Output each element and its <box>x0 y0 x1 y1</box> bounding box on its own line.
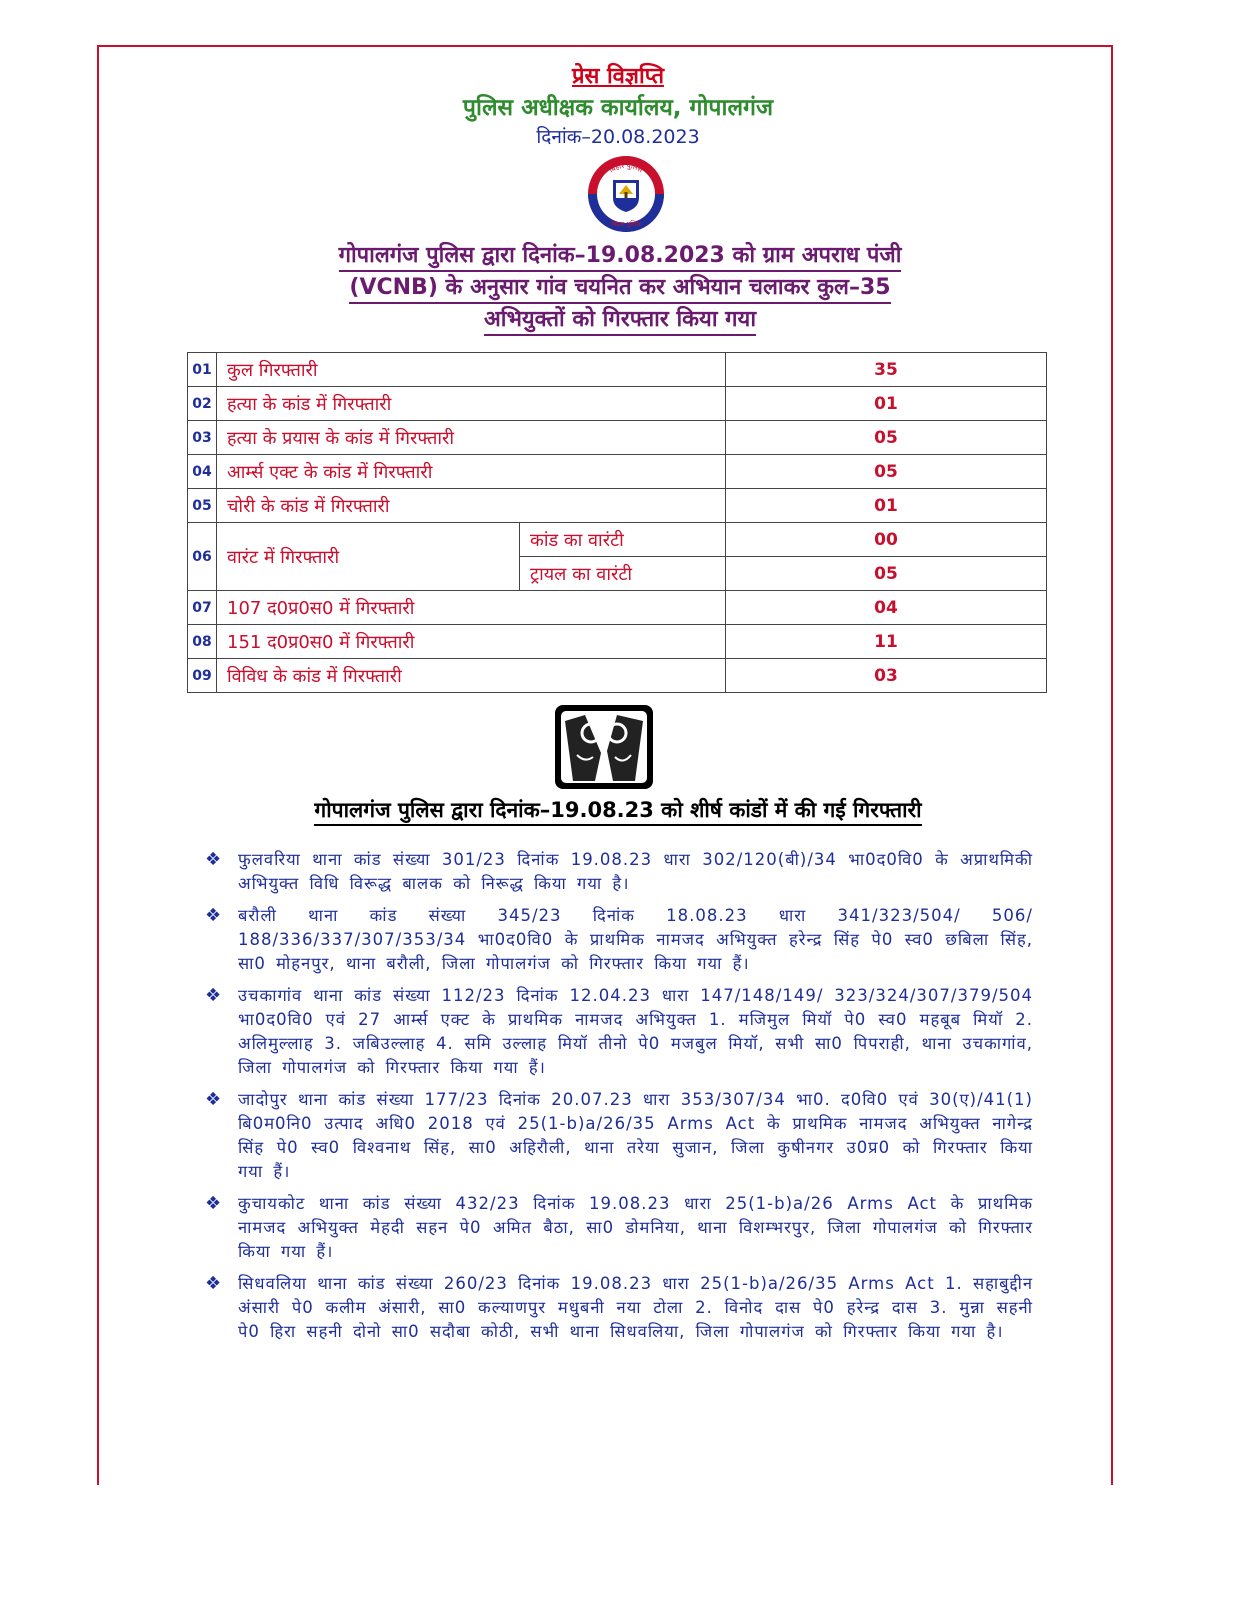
warrant-sub-value: 00 <box>726 523 1047 557</box>
arrest-summary-table <box>187 352 1047 693</box>
row-label: 107 द0प्र0स0 में गिरफ्तारी <box>217 591 726 625</box>
list-item-text: जादोपुर थाना कांड संख्या 177/23 दिनांक 20.07.23 धारा 353/307/34 भा0. द0वि0 एवं 30(ए)/41(1) बि0म0नि0 उत्पाद अधि0 2018 एवं 25(1-b)a/26/35 Arms Act के प्राथमिक नामजद अभियुक्त नागेन्द्र सिंह पे0 स्व0 विश्वनाथ सिंह, सा0 अहिरौली, थाना तरेया सुजान, जिला कुषीनगर उ0प्र0 को गिरफ्तार किया गया हैं। <box>238 1090 1033 1181</box>
headline <box>240 240 1000 336</box>
row-value: 05 <box>726 421 1047 455</box>
list-item <box>205 904 1033 976</box>
table-row <box>188 659 1047 693</box>
list-item-text: सिधवलिया थाना कांड संख्या 260/23 दिनांक 19.08.23 धारा 25(1-b)a/26/35 Arms Act 1. सहाबुद्दीन अंसारी पे0 कलीम अंसारी, सा0 कल्याणपुर मधुबनी नया टोला 2. विनोद दास पे0 हरेन्द्र दास 3. मुन्ना सहनी पे0 हिरा सहनी दोनो सा0 सदौबा कोठी, सभी थाना सिधवलिया, जिला गोपालगंज को गिरफ्तार किया गया है। <box>238 1274 1033 1341</box>
handcuffs-icon <box>555 705 653 789</box>
headline-line-1: गोपालगंज पुलिस द्वारा दिनांक–19.08.2023 को ग्राम अपराध पंजी <box>339 242 902 272</box>
row-value: 01 <box>726 387 1047 421</box>
row-label: कुल गिरफ्तारी <box>217 353 726 387</box>
row-value: 11 <box>726 625 1047 659</box>
diamond-bullet-icon: ❖ <box>205 985 223 1006</box>
row-label: आर्म्स एक्ट के कांड में गिरफ्तारी <box>217 455 726 489</box>
diamond-bullet-icon: ❖ <box>205 1273 223 1294</box>
table-row <box>188 625 1047 659</box>
list-item <box>205 1272 1033 1344</box>
headline-line-3: अभियुक्तों को गिरफ्तार किया गया <box>484 306 756 336</box>
row-number: 03 <box>188 421 217 455</box>
table-row-warrant <box>188 523 1047 557</box>
row-number: 07 <box>188 591 217 625</box>
emblem-top-text: बिहार पुलिस <box>608 161 644 175</box>
diamond-bullet-icon: ❖ <box>205 1089 223 1110</box>
warrant-sub-label: ट्रायल का वारंटी <box>520 557 726 591</box>
row-number: 09 <box>188 659 217 693</box>
warrant-sub-value: 05 <box>726 557 1047 591</box>
table-row <box>188 489 1047 523</box>
row-number: 05 <box>188 489 217 523</box>
press-release-title: प्रेस विज्ञप्ति <box>571 64 665 89</box>
row-label: हत्या के प्रयास के कांड में गिरफ्तारी <box>217 421 726 455</box>
row-value: 05 <box>726 455 1047 489</box>
row-number: 04 <box>188 455 217 489</box>
list-item-text: फुलवरिया थाना कांड संख्या 301/23 दिनांक 19.08.23 धारा 302/120(बी)/34 भा0द0वि0 के अप्राथमिकी अभियुक्त विधि विरूद्ध बालक को निरूद्ध किया गया है। <box>238 850 1033 893</box>
table-row <box>188 591 1047 625</box>
list-item-text: कुचायकोट थाना कांड संख्या 432/23 दिनांक 19.08.23 धारा 25(1-b)a/26 Arms Act के प्राथमिक नामजद अभियुक्त मेहदी सहन पे0 अमित बैठा, सा0 डोमनिया, थाना विशम्भरपुर, जिला गोपालगंज को गिरफ्तार किया गया हैं। <box>238 1194 1033 1261</box>
emblem-bottom-text: बिहार पुलिस <box>611 220 641 228</box>
row-label: विविध के कांड में गिरफ्तारी <box>217 659 726 693</box>
bihar-police-emblem-icon <box>586 154 666 234</box>
row-label: वारंट में गिरफ्तारी <box>217 523 520 591</box>
table-row <box>188 387 1047 421</box>
table-row <box>188 421 1047 455</box>
row-value: 03 <box>726 659 1047 693</box>
table-row <box>188 455 1047 489</box>
list-item <box>205 1192 1033 1264</box>
release-date: दिनांक–20.08.2023 <box>536 126 700 148</box>
list-item <box>205 984 1033 1080</box>
list-item-text: बरौली थाना कांड संख्या 345/23 दिनांक 18.08.23 धारा 341/323/504/ 506/ 188/336/337/307/353/34 भा0द0वि0 के प्राथमिक नामजद अभियुक्त हरेन्द्र सिंह पे0 स्व0 छबिला सिंह, सा0 मोहनपुर, थाना बरौली, जिला गोपालगंज को गिरफ्तार किया गया हैं। <box>238 906 1033 973</box>
warrant-sub-label: कांड का वारंटी <box>520 523 726 557</box>
row-number: 06 <box>188 523 217 591</box>
row-value: 01 <box>726 489 1047 523</box>
headline-line-2: (VCNB) के अनुसार गांव चयनित कर अभियान चलाकर कुल–35 <box>349 274 890 304</box>
top-cases-list <box>205 848 1033 1352</box>
row-number: 08 <box>188 625 217 659</box>
office-name: पुलिस अधीक्षक कार्यालय, गोपालगंज <box>462 95 774 121</box>
row-label: 151 द0प्र0स0 में गिरफ्तारी <box>217 625 726 659</box>
diamond-bullet-icon: ❖ <box>205 849 223 870</box>
diamond-bullet-icon: ❖ <box>205 1193 223 1214</box>
list-item <box>205 1088 1033 1184</box>
row-value: 04 <box>726 591 1047 625</box>
row-value: 35 <box>726 353 1047 387</box>
top-cases-heading: गोपालगंज पुलिस द्वारा दिनांक–19.08.23 को शीर्ष कांडों में की गई गिरफ्तारी <box>0 796 1236 824</box>
row-label: चोरी के कांड में गिरफ्तारी <box>217 489 726 523</box>
list-item <box>205 848 1033 896</box>
row-number: 02 <box>188 387 217 421</box>
list-item-text: उचकागांव थाना कांड संख्या 112/23 दिनांक 12.04.23 धारा 147/148/149/ 323/324/307/379/504 भा0द0वि0 एवं 27 आर्म्स एक्ट के प्राथमिक नामजद अभियुक्त 1. मजिमुल मियॉ पे0 स्व0 महबूब मियॉ 2. अलिमुल्लाह 3. जबिउल्लाह 4. समि उल्लाह मियॉ तीनो पे0 मजबुल मियॉ, सभी सा0 पिपराही, थाना उचकागांव, जिला गोपालगंज को गिरफ्तार किया गया हैं। <box>238 986 1033 1077</box>
diamond-bullet-icon: ❖ <box>205 905 223 926</box>
table-row <box>188 353 1047 387</box>
row-label: हत्या के कांड में गिरफ्तारी <box>217 387 726 421</box>
row-number: 01 <box>188 353 217 387</box>
